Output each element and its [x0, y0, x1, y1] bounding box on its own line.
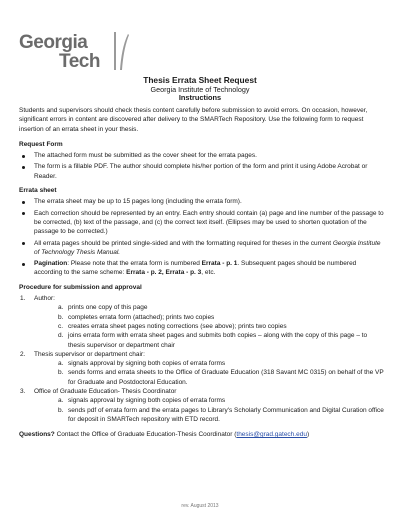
bullet-icon [22, 212, 25, 215]
institution-subtitle: Georgia Institute of Technology [150, 85, 250, 94]
list-item: The errata sheet may be up to 15 pages long (including the errata form). [19, 197, 385, 206]
substep-list [58, 396, 385, 424]
list-item: The form is a fillable PDF. The author should complete his/her portion of the form and print it using Adobe Acrobat or Reader. [19, 162, 385, 181]
list-item: c. creates errata sheet pages noting corrections (see above); prints two copies [58, 322, 287, 330]
errata-sheet-heading: Errata sheet [19, 187, 57, 195]
thesis-manual-title: Georgia Institute of Technology Thesis Manual. [34, 239, 381, 256]
bullet-icon [22, 155, 25, 158]
bullet-icon [22, 242, 25, 245]
logo-tech-text: Tech [59, 51, 100, 72]
list-item: b. completes errata form (attached); prints two copies [58, 313, 215, 321]
substep-list [58, 303, 385, 349]
procedure-step: 3. Office of Graduate Education- Thesis Coordinator a. signals approval by signing both copies of errata forms b. sends pdf of errata form and the errata pages to Library's Scholarly Communication and Digital Curation office for deposit in SMARTech repository with ETD record. [20, 388, 384, 423]
procedure-step: 1. Author: a. prints one copy of this page b. completes errata form (attached); prints two copies c. creates errata sheet pages noting corrections (see above); prints two copies d. joins errata form with errata sheet pages and submits both copies – along with the copy of this page – to thesis supervisor or department chair [19, 294, 385, 350]
email-link[interactable]: thesis@grad.gatech.edu [236, 431, 307, 439]
list-item: b. sends forms and errata sheets to the Office of Graduate Education (318 Savant MC 0315) on behalf of the VP for Graduate and Postdoctoral Education. [58, 369, 384, 386]
bullet-icon [22, 263, 25, 266]
procedure-list [19, 294, 385, 424]
list-item: b. sends pdf of errata form and the errata pages to Library's Scholarly Communication and Digital Curation office for deposit in SMARTech repository with ETD record. [58, 406, 384, 423]
revision-footer: rev. August 2013 [181, 503, 219, 509]
list-item: Each correction should be represented by an entry. Each entry should contain (a) page and line number of the passage to be corrected, (b) text of the passage, and (c) the correct text itself. (Ellipses may be used to shorten quotation of the passage to be corrected.) [19, 209, 385, 237]
logo-georgia-text: Georgia [19, 32, 88, 53]
intro-paragraph: Students and supervisors should check thesis content carefully before submission to avoid errors. On occasion, however, significant errors in content are discovered after delivery to the SMARTech Repository. Use the following form to request insertion of an errata sheet in your thesis. [19, 107, 368, 133]
logo-divider [114, 32, 116, 70]
list-item: a. signals approval by signing both copies of errata forms [58, 397, 226, 405]
list-item: The attached form must be submitted as the cover sheet for the errata pages. [19, 151, 385, 160]
procedure-step: 2. Thesis supervisor or department chair: a. signals approval by signing both copies of errata forms b. sends forms and errata sheets to the Office of Graduate Education (318 Savant MC 0315) on behalf of the VP for Graduate and Postdoctoral Education. [20, 350, 384, 386]
bullet-icon [22, 201, 25, 204]
procedure-heading: Procedure for submission and approval [19, 283, 142, 291]
list-item: a. signals approval by signing both copies of errata forms [58, 360, 226, 368]
errata-sheet-list [19, 197, 385, 277]
list-item: a. prints one copy of this page [58, 304, 148, 312]
questions-label: Questions? [19, 431, 55, 439]
instructions-heading: Instructions [178, 93, 222, 102]
instructions-body [19, 106, 385, 440]
georgia-tech-logo [19, 30, 139, 74]
substep-list [58, 359, 385, 387]
list-item: Pagination: Please note that the errata form is numbered Errata - p. 1. Subsequent pages should be numbered according to the same scheme: Errata - p. 2, Errata - p. 3, etc. [19, 259, 385, 278]
request-form-list [19, 151, 385, 181]
list-item: All errata pages should be printed single-sided and with the formatting required for theses in the current Georgia Institute of Technology Thesis Manual. [19, 239, 385, 258]
list-item: d. joins errata form with errata sheet pages and submits both copies – along with the copy of this page – to thesis supervisor or department chair [58, 332, 368, 349]
logo-swoosh-icon [118, 32, 130, 70]
questions-contact: Questions? Contact the Office of Graduate Education-Thesis Coordinator (thesis@grad.gatech.edu) [19, 431, 310, 439]
bullet-icon [22, 166, 25, 169]
request-form-heading: Request Form [19, 140, 63, 148]
page-title: Thesis Errata Sheet Request [143, 75, 257, 85]
